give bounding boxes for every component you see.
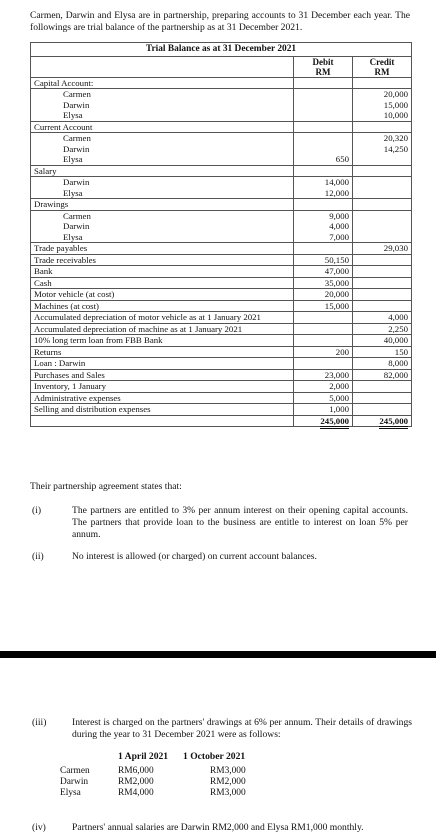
row-debit — [294, 358, 353, 370]
drawings-april-amount: RM2,000 — [118, 777, 154, 787]
row-credit — [353, 300, 412, 312]
trial-balance-row — [31, 89, 412, 100]
total-debit: 245,000 — [294, 415, 353, 427]
row-credit — [353, 177, 412, 188]
row-label: Selling and distribution expenses — [31, 404, 294, 416]
row-credit: 20,000 — [353, 89, 412, 100]
row-label: Carmen — [31, 89, 294, 100]
trial-balance-row — [31, 199, 412, 211]
row-label: Trade receivables — [31, 254, 294, 266]
trial-balance-row — [31, 210, 412, 221]
row-debit — [294, 323, 353, 335]
drawings-row — [60, 766, 290, 777]
row-credit: 10,000 — [353, 110, 412, 121]
trial-balance-row — [31, 232, 412, 243]
row-credit — [353, 165, 412, 177]
drawings-october-amount: RM3,000 — [210, 788, 246, 798]
debit-header-label: Debit — [312, 56, 334, 67]
item-text-i: The partners are entitled to 3% per annum interest on their opening capital accounts. The partners that provide loan to the business are entitle to interest on loan 5% per annum. — [72, 505, 408, 540]
agreement-intro: Their partnership agreement states that: — [30, 481, 182, 492]
row-credit — [353, 77, 412, 89]
row-label: Drawings — [31, 199, 294, 211]
row-label: Elysa — [31, 188, 294, 199]
trial-balance-table — [30, 42, 412, 427]
row-debit: 4,000 — [294, 221, 353, 232]
row-label: Inventory, 1 January — [31, 381, 294, 393]
row-label: Trade payables — [31, 243, 294, 255]
row-debit: 2,000 — [294, 381, 353, 393]
drawings-partner-name: Darwin — [60, 777, 89, 787]
credit-unit: RM — [374, 66, 390, 77]
row-debit: 200 — [294, 346, 353, 358]
drawings-row — [60, 788, 290, 799]
trial-balance-row — [31, 300, 412, 312]
total-credit: 245,000 — [353, 415, 412, 427]
row-debit — [294, 100, 353, 111]
row-credit: 8,000 — [353, 358, 412, 370]
row-debit — [294, 199, 353, 211]
row-label: Purchases and Sales — [31, 369, 294, 381]
row-debit — [294, 89, 353, 100]
trial-balance-row — [31, 221, 412, 232]
item-text-ii: No interest is allowed (or charged) on current account balances. — [72, 551, 317, 562]
row-debit — [294, 144, 353, 155]
credit-header-label: Credit — [369, 56, 395, 67]
drawings-october-amount: RM2,000 — [210, 777, 246, 787]
trial-balance-row — [31, 323, 412, 335]
drawings-april-amount: RM4,000 — [118, 788, 154, 798]
row-label: Elysa — [31, 110, 294, 121]
row-debit: 5,000 — [294, 392, 353, 404]
row-debit: 23,000 — [294, 369, 353, 381]
trial-balance-row — [31, 266, 412, 278]
row-debit: 15,000 — [294, 300, 353, 312]
drawings-partner-name: Carmen — [60, 766, 90, 776]
item-number-iii: (iii) — [32, 717, 47, 728]
row-label: Darwin — [31, 177, 294, 188]
row-debit: 20,000 — [294, 289, 353, 301]
row-debit: 14,000 — [294, 177, 353, 188]
row-credit: 15,000 — [353, 100, 412, 111]
row-label: Accumulated depreciation of machine as at 1 January 2021 — [31, 323, 294, 335]
drawings-table — [60, 766, 290, 799]
trial-balance-row — [31, 404, 412, 416]
trial-balance-row — [31, 154, 412, 165]
row-label: Capital Account: — [31, 77, 294, 89]
row-credit — [353, 188, 412, 199]
row-credit: 4,000 — [353, 312, 412, 324]
debit-header — [294, 56, 353, 77]
trial-balance-row — [31, 369, 412, 381]
page-divider — [0, 651, 436, 658]
row-credit: 40,000 — [353, 335, 412, 347]
row-credit: 2,250 — [353, 323, 412, 335]
trial-balance-row — [31, 121, 412, 133]
item-number-i: (i) — [32, 505, 42, 516]
row-credit: 20,320 — [353, 133, 412, 144]
row-debit — [294, 77, 353, 89]
trial-balance-row — [31, 358, 412, 370]
row-debit: 47,000 — [294, 266, 353, 278]
item-text-iii: Interest is charged on the partners' drawings at 6% per annum. Their details of drawings during the year to 31 December 2021 were as follows: — [72, 717, 412, 740]
row-credit — [353, 199, 412, 211]
row-label: Returns — [31, 346, 294, 358]
row-label: Cash — [31, 277, 294, 289]
row-debit — [294, 121, 353, 133]
trial-balance-title: Trial Balance as at 31 December 2021 — [31, 43, 412, 57]
description-header — [31, 56, 294, 77]
row-debit — [294, 335, 353, 347]
item-number-iv: (iv) — [32, 822, 46, 833]
row-debit — [294, 165, 353, 177]
row-credit: 29,030 — [353, 243, 412, 255]
trial-balance-row — [31, 144, 412, 155]
row-credit — [353, 392, 412, 404]
trial-balance-row — [31, 392, 412, 404]
row-label: Bank — [31, 266, 294, 278]
trial-balance-row — [31, 346, 412, 358]
trial-balance-row — [31, 177, 412, 188]
row-debit: 7,000 — [294, 232, 353, 243]
intro-paragraph: Carmen, Darwin and Elysa are in partnership, preparing accounts to 31 December each year. The followings are trial balance of the partnership as at 31 December 2021. — [30, 10, 410, 33]
row-label: Darwin — [31, 100, 294, 111]
trial-balance-row — [31, 254, 412, 266]
row-debit: 35,000 — [294, 277, 353, 289]
row-credit — [353, 232, 412, 243]
row-credit — [353, 266, 412, 278]
trial-balance-row — [31, 277, 412, 289]
trial-balance-row — [31, 335, 412, 347]
trial-balance-row — [31, 77, 412, 89]
drawings-date-header-1: 1 April 2021 — [118, 751, 169, 762]
row-credit — [353, 121, 412, 133]
row-credit — [353, 210, 412, 221]
trial-balance-row — [31, 110, 412, 121]
item-number-ii: (ii) — [32, 551, 44, 562]
row-label: Salary — [31, 165, 294, 177]
drawings-row — [60, 777, 290, 788]
trial-balance-row — [31, 133, 412, 144]
row-debit — [294, 312, 353, 324]
trial-balance-row — [31, 165, 412, 177]
row-debit — [294, 110, 353, 121]
trial-balance-row — [31, 312, 412, 324]
row-label: Darwin — [31, 144, 294, 155]
row-debit — [294, 243, 353, 255]
trial-balance-row — [31, 243, 412, 255]
row-debit — [294, 133, 353, 144]
row-label: Carmen — [31, 133, 294, 144]
drawings-october-amount: RM3,000 — [210, 766, 246, 776]
row-debit: 9,000 — [294, 210, 353, 221]
row-label: Motor vehicle (at cost) — [31, 289, 294, 301]
drawings-date-header-2: 1 October 2021 — [183, 751, 246, 762]
row-label: Loan : Darwin — [31, 358, 294, 370]
trial-balance-row — [31, 188, 412, 199]
total-label-cell — [31, 415, 294, 427]
row-credit — [353, 404, 412, 416]
drawings-april-amount: RM6,000 — [118, 766, 154, 776]
row-label: Current Account — [31, 121, 294, 133]
row-credit — [353, 381, 412, 393]
trial-balance-row — [31, 381, 412, 393]
row-label: Machines (at cost) — [31, 300, 294, 312]
trial-balance-row — [31, 100, 412, 111]
row-debit: 50,150 — [294, 254, 353, 266]
debit-unit: RM — [315, 66, 331, 77]
row-label: Carmen — [31, 210, 294, 221]
row-credit: 150 — [353, 346, 412, 358]
credit-header — [353, 56, 412, 77]
row-credit: 82,000 — [353, 369, 412, 381]
row-label: Elysa — [31, 154, 294, 165]
row-debit: 650 — [294, 154, 353, 165]
row-label: Darwin — [31, 221, 294, 232]
row-credit — [353, 277, 412, 289]
row-credit: 14,250 — [353, 144, 412, 155]
row-label: 10% long term loan from FBB Bank — [31, 335, 294, 347]
row-credit — [353, 154, 412, 165]
drawings-partner-name: Elysa — [60, 788, 81, 798]
item-text-iv: Partners' annual salaries are Darwin RM2,000 and Elysa RM1,000 monthly. — [72, 822, 364, 833]
row-credit — [353, 289, 412, 301]
row-credit — [353, 254, 412, 266]
row-label: Accumulated depreciation of motor vehicle as at 1 January 2021 — [31, 312, 294, 324]
row-debit: 12,000 — [294, 188, 353, 199]
row-label: Elysa — [31, 232, 294, 243]
row-credit — [353, 221, 412, 232]
trial-balance-row — [31, 289, 412, 301]
row-debit: 1,000 — [294, 404, 353, 416]
row-label: Administrative expenses — [31, 392, 294, 404]
